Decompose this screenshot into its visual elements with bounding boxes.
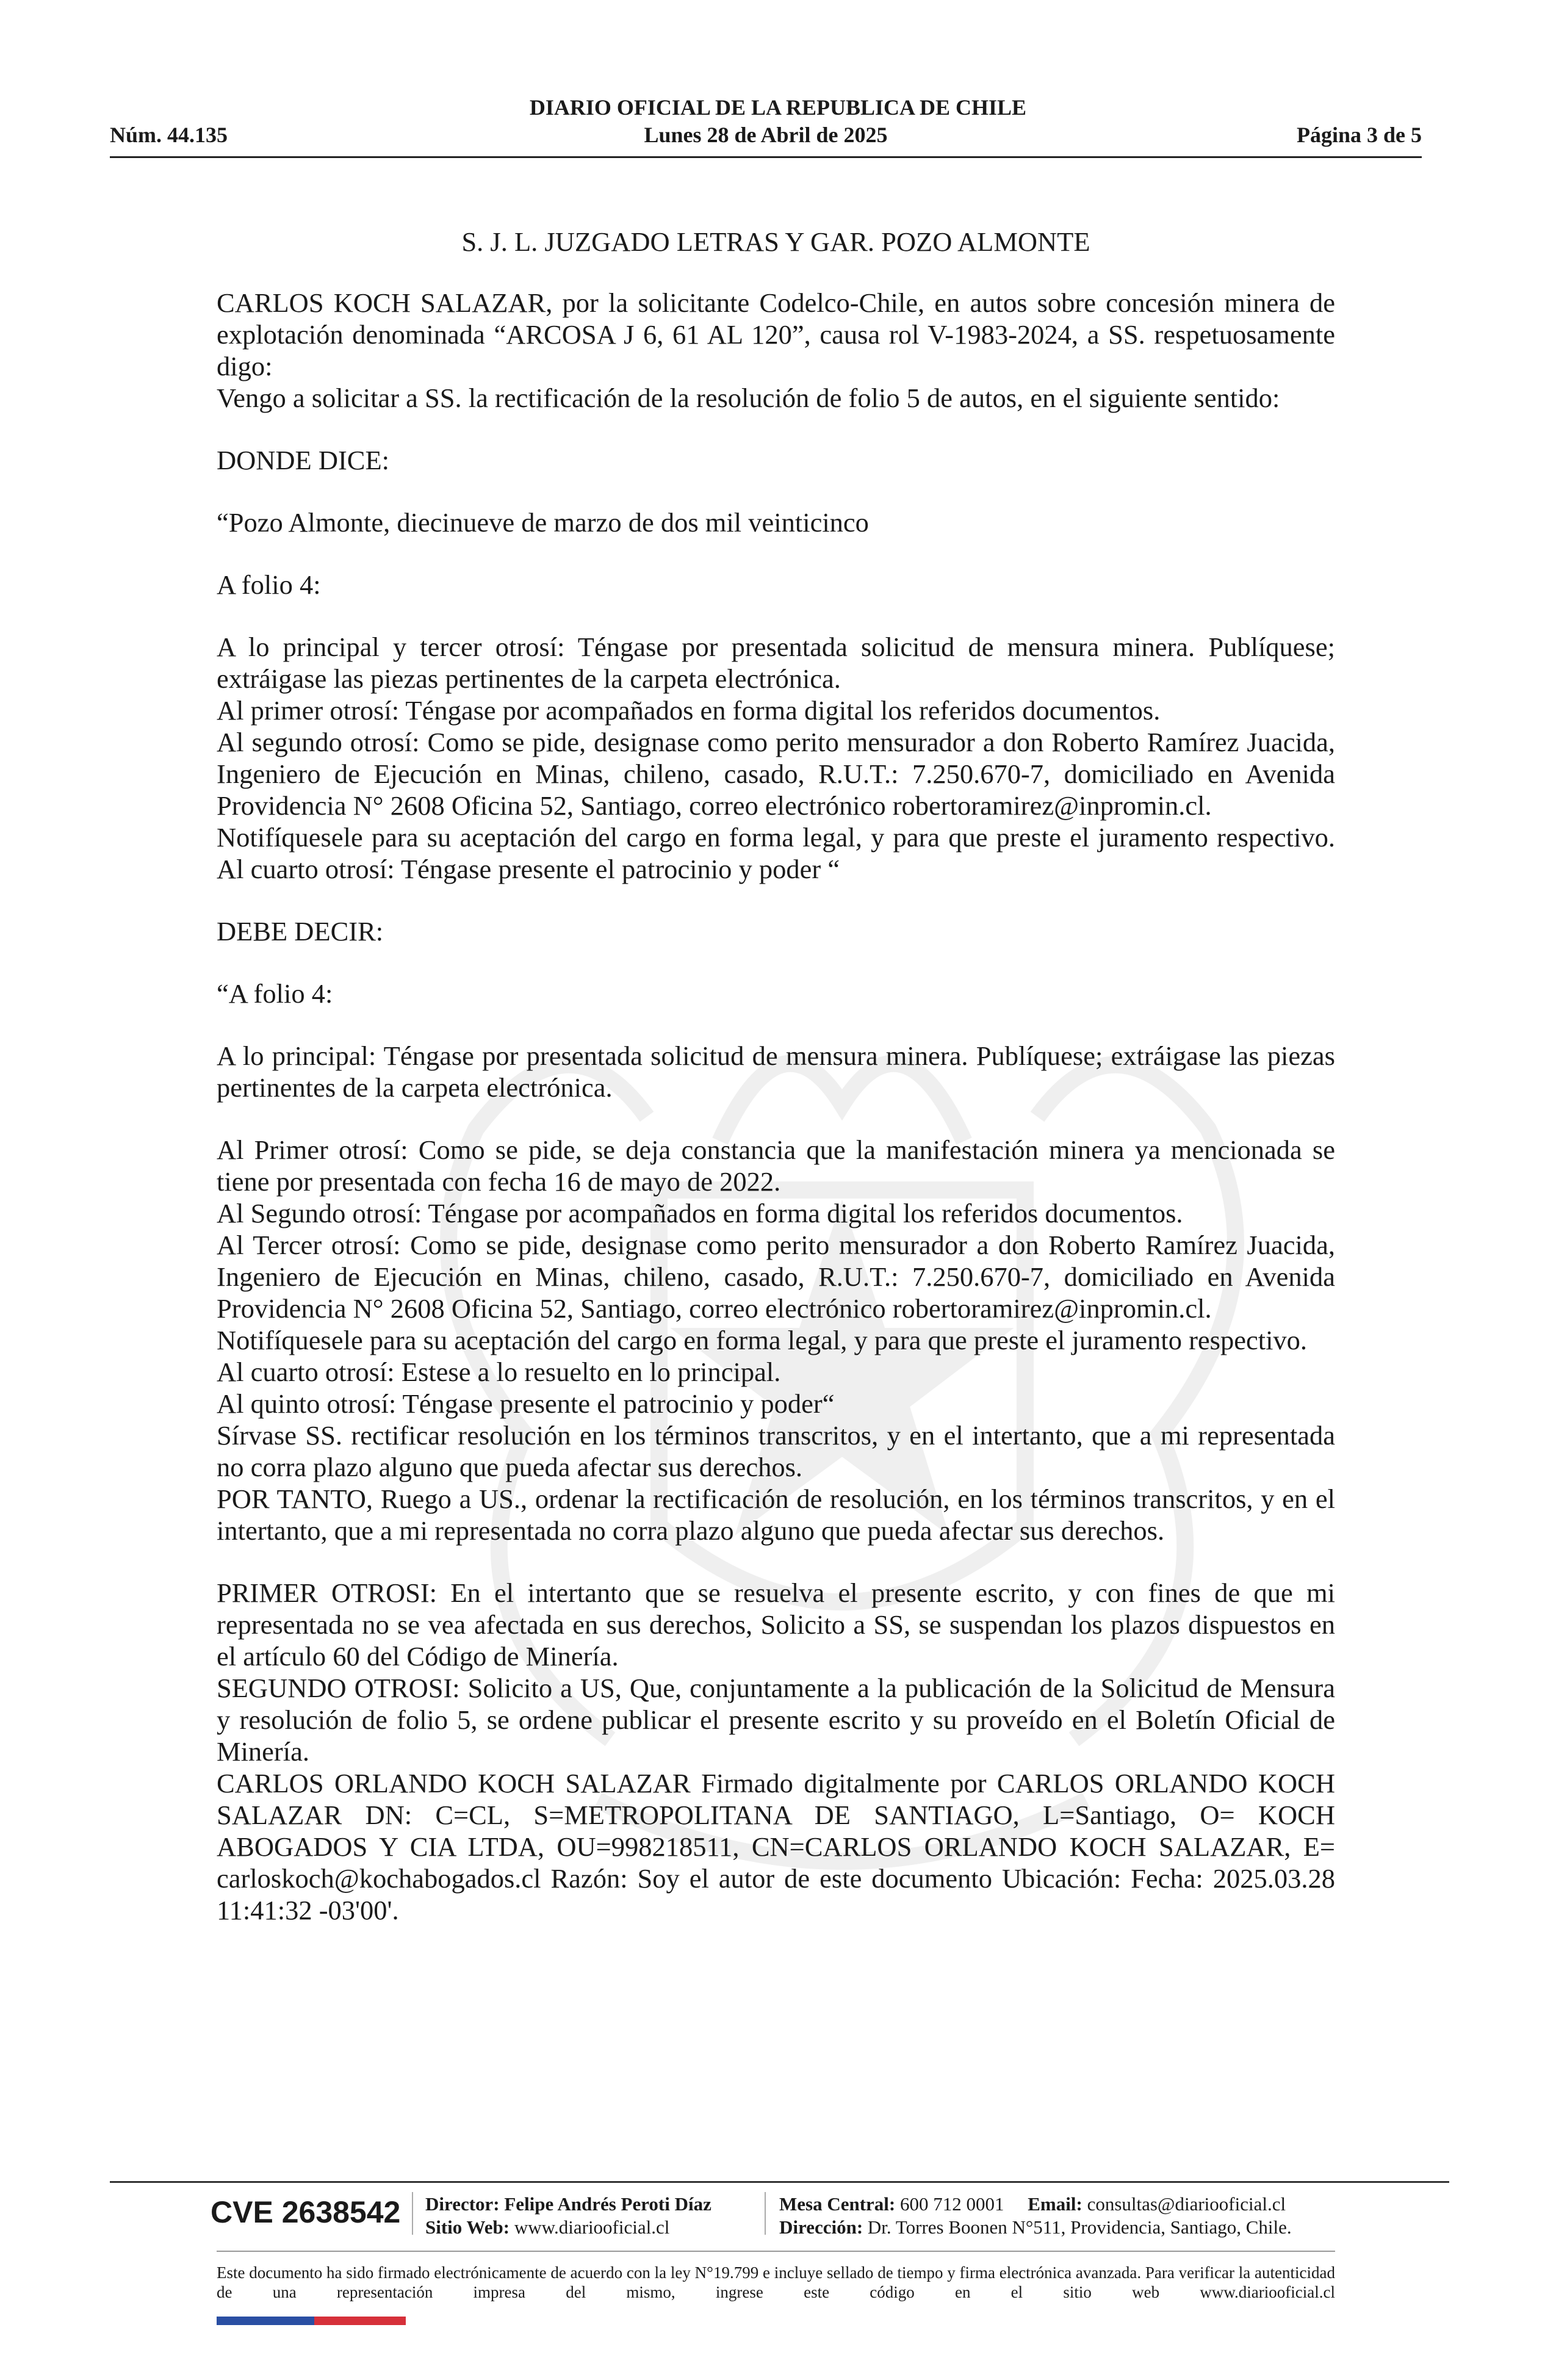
cve-code: CVE 2638542 [211, 2195, 401, 2229]
paragraph: Vengo a solicitar a SS. la rectificación de la resolución de folio 5 de autos, en el siguiente sentido: [217, 383, 1280, 413]
paragraph: “A folio 4: [217, 978, 333, 1009]
paragraph: Sírvase SS. rectificar resolución en los términos transcritos, y en el intertanto, que a mi representada no corra plazo alguno que pueda afectar sus derechos. [217, 1420, 1335, 1482]
director-name: Felipe Andrés Peroti Díaz [504, 2193, 711, 2215]
phone-number: 600 712 0001 [900, 2193, 1004, 2215]
section-heading: DEBE DECIR: [217, 916, 384, 947]
footer-editorial [425, 2193, 711, 2239]
section-heading: DONDE DICE: [217, 445, 390, 475]
paragraph: Al Primer otrosí: Como se pide, se deja constancia que la manifestación minera ya mencionada se tiene por presentada con fecha 16 de mayo de 2022. [217, 1134, 1335, 1197]
paragraph: SEGUNDO OTROSI: Solicito a US, Que, conjuntamente a la publicación de la Solicitud de Mensura y resolución de folio 5, se ordene publicar el presente escrito y su proveído en el Boletín Oficial de Minería. [217, 1673, 1335, 1767]
paragraph: Al cuarto otrosí: Estese a lo resuelto en lo principal. [217, 1357, 781, 1387]
email-link[interactable]: consultas@diariooficial.cl [1087, 2193, 1286, 2215]
paragraph: CARLOS KOCH SALAZAR, por la solicitante Codelco-Chile, en autos sobre concesión minera de explotación denominada “ARCOSA J 6, 61 AL 120”, causa rol V-1983-2024, a SS. respetuosamente digo: [217, 287, 1335, 381]
paragraph: A folio 4: [217, 569, 321, 600]
publication-title: DIARIO OFICIAL DE LA REPUBLICA DE CHILE [529, 95, 1027, 120]
paragraph: Al Tercer otrosí: Como se pide, designase como perito mensurador a don Roberto Ramírez Juacida, Ingeniero de Ejecución en Minas, chileno, casado, R.U.T.: 7.250.670-7, domiciliado en Avenida Providencia N° 2608 Oficina 52, Santiago, correo electrónico robertoramirez@inpromin.cl. [217, 1230, 1335, 1324]
footer-separator [412, 2192, 413, 2235]
website-label: Sitio Web: [425, 2216, 510, 2238]
phone-label: Mesa Central: [779, 2193, 896, 2215]
page-indicator: Página 3 de 5 [1296, 123, 1422, 147]
paragraph: A lo principal: Téngase por presentada solicitud de mensura minera. Publíquese; extráigase las piezas pertinentes de la carpeta electrónica. [217, 1040, 1335, 1103]
issue-date: Lunes 28 de Abril de 2025 [644, 123, 888, 147]
footer-separator [765, 2192, 766, 2235]
email-label: Email: [1028, 2193, 1082, 2215]
court-heading: S. J. L. JUZGADO LETRAS Y GAR. POZO ALMONTE [461, 226, 1090, 257]
paragraph: POR TANTO, Ruego a US., ordenar la rectificación de resolución, en los términos transcritos, y en el intertanto, que a mi representada no corra plazo alguno que pueda afectar sus derechos. [217, 1484, 1335, 1546]
footer-contact [779, 2193, 1292, 2239]
paragraph: Al quinto otrosí: Téngase presente el patrocinio y poder“ [217, 1388, 835, 1419]
website-link[interactable]: www.diariooficial.cl [514, 2216, 670, 2238]
paragraph: Notifíquesele para su aceptación del cargo en forma legal, y para que preste el juramento respectivo. [217, 1325, 1308, 1355]
paragraph: Notifíquesele para su aceptación del cargo en forma legal, y para que preste el juramento respectivo. Al cuarto otrosí: Téngase presente el patrocinio y poder “ [217, 822, 1335, 884]
footer-disclaimer: Este documento ha sido firmado electrónicamente de acuerdo con la ley N°19.799 e incluye sellado de tiempo y firma electrónica avanzada. Para verificar la autenticidad de una representación impresa del mismo, ingrese este código en el sitio web www.diariooficial.cl [217, 2263, 1335, 2301]
document-body [217, 226, 1335, 1926]
header-divider [110, 156, 1422, 158]
director-label: Director: [425, 2193, 500, 2215]
paragraph: A lo principal y tercer otrosí: Téngase por presentada solicitud de mensura minera. Publíquese; extráigase las piezas pertinentes de la carpeta electrónica. [217, 632, 1335, 694]
flag-stripe-red [314, 2317, 406, 2325]
signature-block: CARLOS ORLANDO KOCH SALAZAR Firmado digitalmente por CARLOS ORLANDO KOCH SALAZAR DN: C=CL, S=METROPOLITANA DE SANTIAGO, L=Santiago, O= KOCH ABOGADOS Y CIA LTDA, OU=998218511, CN=CARLOS ORLANDO KOCH SALAZAR, E= carloskoch@kochabogados.cl Razón: Soy el autor de este documento Ubicación: Fecha: 2025.03.28 11:41:32 -03'00'. [217, 1768, 1335, 1925]
paragraph: Al primer otrosí: Téngase por acompañados en forma digital los referidos documentos. [217, 695, 1161, 726]
footer-divider [110, 2181, 1449, 2183]
paragraph: Al segundo otrosí: Como se pide, designase como perito mensurador a don Roberto Ramírez Juacida, Ingeniero de Ejecución en Minas, chileno, casado, R.U.T.: 7.250.670-7, domiciliado en Avenida Providencia N° 2608 Oficina 52, Santiago, correo electrónico robertoramirez@inpromin.cl. [217, 727, 1335, 821]
address-label: Dirección: [779, 2216, 863, 2238]
flag-stripe-blue [217, 2317, 314, 2325]
paragraph: PRIMER OTROSI: En el intertanto que se resuelva el presente escrito, y con fines de que mi representada no se vea afectada en sus derechos, Solicito a SS, se suspendan los plazos dispuestos en el artículo 60 del Código de Minería. [217, 1578, 1335, 1671]
address-text: Dr. Torres Boonen N°511, Providencia, Santiago, Chile. [867, 2216, 1292, 2238]
issue-number: Núm. 44.135 [110, 123, 228, 147]
footer-inner-divider [217, 2251, 1335, 2252]
paragraph: “Pozo Almonte, diecinueve de marzo de dos mil veinticinco [217, 507, 869, 538]
paragraph: Al Segundo otrosí: Téngase por acompañados en forma digital los referidos documentos. [217, 1198, 1183, 1228]
